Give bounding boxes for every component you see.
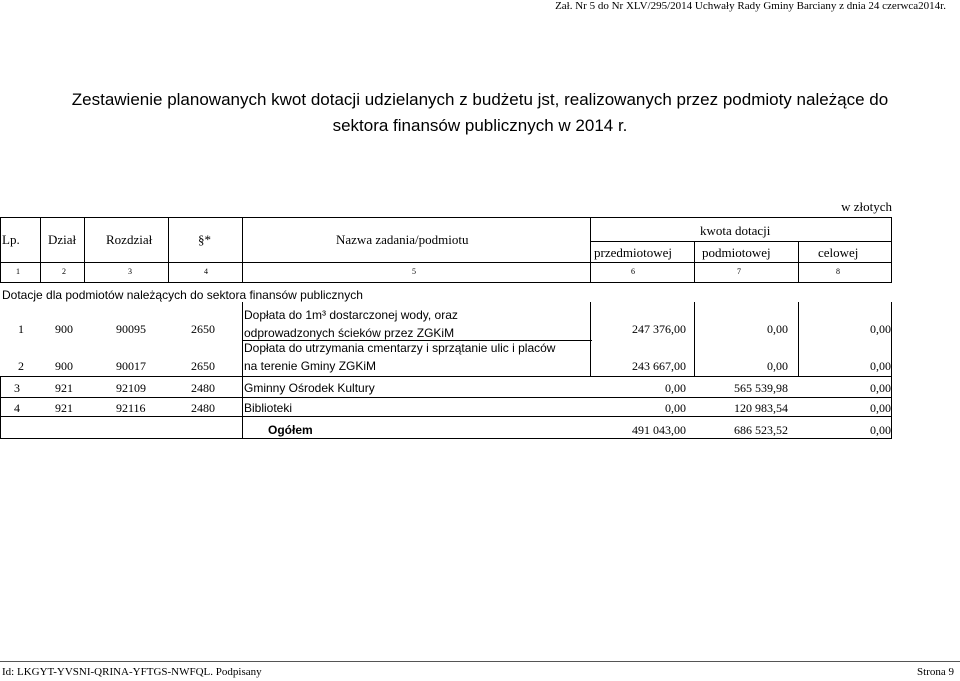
header-rozdzial: Rozdział — [106, 232, 153, 247]
unit-label: w złotych — [841, 199, 892, 214]
cell-nazwa: Dopłata do 1m³ dostarczonej wody, oraz — [244, 308, 458, 322]
cell-podmiotowej: 0,00 — [767, 322, 788, 336]
header-przedmiotowej: przedmiotowej — [594, 245, 672, 260]
cell-celowej: 0,00 — [870, 359, 891, 373]
column-number: 8 — [836, 267, 840, 276]
header-dzial: Dział — [48, 232, 77, 247]
cell-przedmiotowej: 0,00 — [665, 381, 686, 395]
cell-dzial: 900 — [55, 359, 73, 373]
cell-nazwa: Biblioteki — [244, 401, 293, 415]
cell-przedmiotowej: 243 667,00 — [632, 359, 686, 373]
column-number: 7 — [737, 267, 741, 276]
column-number: 3 — [128, 267, 132, 276]
cell-podmiotowej: 120 983,54 — [734, 401, 788, 415]
attachment-note: Zał. Nr 5 do Nr XLV/295/2014 Uchwały Rady Gminy Barciany z dnia 24 czerwca2014r. — [555, 0, 946, 12]
cell-lp: 3 — [14, 381, 20, 395]
header-celowej: celowej — [818, 245, 859, 260]
cell-paragraf: 2650 — [191, 359, 215, 373]
total-celowej: 0,00 — [870, 423, 891, 437]
column-number: 2 — [62, 267, 66, 276]
cell-paragraf: 2480 — [191, 381, 215, 395]
total-przedmiotowej: 491 043,00 — [632, 423, 686, 437]
column-number: 1 — [16, 267, 20, 276]
cell-rozdzial: 92116 — [116, 401, 146, 415]
cell-dzial: 900 — [55, 322, 73, 336]
cell-dzial: 921 — [55, 381, 73, 395]
header-lp: Lp. — [2, 232, 20, 247]
cell-nazwa: na terenie Gminy ZGKiM — [244, 359, 377, 373]
section-label: Dotacje dla podmiotów należących do sektora finansów publicznych — [2, 288, 363, 302]
total-label: Ogółem — [268, 423, 313, 437]
cell-lp: 1 — [18, 322, 24, 336]
cell-celowej: 0,00 — [870, 401, 891, 415]
cell-lp: 4 — [14, 401, 20, 415]
header-nazwa: Nazwa zadania/podmiotu — [336, 232, 469, 247]
cell-paragraf: 2650 — [191, 322, 215, 336]
cell-dzial: 921 — [55, 401, 73, 415]
cell-nazwa: Dopłata do utrzymania cmentarzy i sprzątanie ulic i placów — [244, 341, 556, 355]
cell-przedmiotowej: 0,00 — [665, 401, 686, 415]
footer-signature-id: Id: LKGYT-YVSNI-QRINA-YFTGS-NWFQL. Podpisany — [2, 666, 262, 678]
cell-podmiotowej: 565 539,98 — [734, 381, 788, 395]
cell-paragraf: 2480 — [191, 401, 215, 415]
document-title-line2: sektora finansów publicznych w 2014 r. — [332, 116, 628, 135]
cell-rozdzial: 90095 — [116, 322, 146, 336]
cell-lp: 2 — [18, 359, 24, 373]
cell-rozdzial: 92109 — [116, 381, 146, 395]
cell-nazwa: Gminny Ośrodek Kultury — [244, 381, 375, 395]
header-kwota-dotacji: kwota dotacji — [700, 223, 771, 238]
column-number: 4 — [204, 267, 208, 276]
column-number: 6 — [631, 267, 635, 276]
header-paragraf: §* — [198, 232, 211, 247]
footer-page-number: Strona 9 — [917, 666, 954, 678]
cell-rozdzial: 90017 — [116, 359, 146, 373]
cell-przedmiotowej: 247 376,00 — [632, 322, 686, 336]
cell-celowej: 0,00 — [870, 322, 891, 336]
cell-nazwa: odprowadzonych ścieków przez ZGKiM — [244, 326, 455, 340]
document-title-line1: Zestawienie planowanych kwot dotacji udzielanych z budżetu jst, realizowanych przez podmioty należące do — [71, 90, 889, 109]
cell-celowej: 0,00 — [870, 381, 891, 395]
column-number: 5 — [412, 267, 416, 276]
cell-podmiotowej: 0,00 — [767, 359, 788, 373]
header-podmiotowej: podmiotowej — [702, 245, 771, 260]
total-podmiotowej: 686 523,52 — [734, 423, 788, 437]
